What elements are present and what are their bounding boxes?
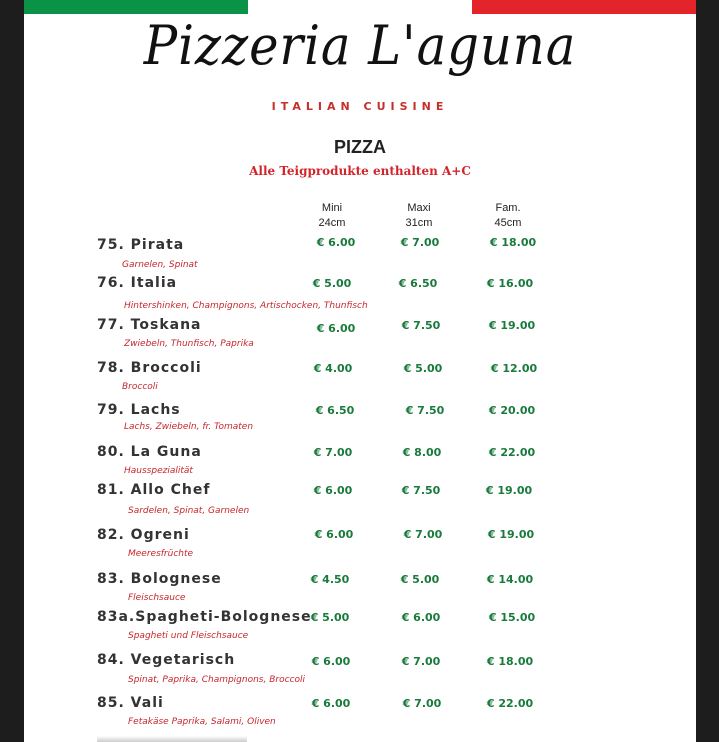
- price-family: € 18.00: [486, 655, 534, 668]
- price-maxi: € 7.00: [403, 528, 443, 541]
- menu-item-description: Spagheti und Fleischsauce: [128, 631, 249, 641]
- size-diameter: 45cm: [494, 217, 522, 229]
- menu-item-description: Lachs, Zwiebeln, fr. Tomaten: [124, 422, 254, 432]
- size-diameter: 24cm: [318, 217, 346, 229]
- price-maxi: € 7.50: [405, 404, 445, 417]
- size-name: Mini: [321, 202, 343, 214]
- size-header-maxi: [374, 201, 464, 231]
- menu-item-description: Broccoli: [122, 382, 158, 392]
- price-mini: € 5.00: [310, 611, 350, 624]
- menu-item-name: 76. Italia: [97, 275, 178, 291]
- restaurant-subtitle: ITALIAN CUISINE: [271, 100, 449, 113]
- menu-item-name: 85. Vali: [97, 695, 164, 711]
- menu-item-description: Garnelen, Spinat: [122, 260, 198, 270]
- price-mini: € 4.50: [310, 573, 350, 586]
- price-maxi: € 6.00: [401, 611, 441, 624]
- menu-item-description: Fetakäse Paprika, Salami, Oliven: [128, 717, 276, 727]
- menu-item-name: 80. La Guna: [97, 444, 202, 460]
- price-maxi: € 5.00: [400, 573, 440, 586]
- price-family: € 16.00: [486, 277, 534, 290]
- price-maxi: € 7.50: [401, 319, 441, 332]
- price-family: € 22.00: [488, 446, 536, 459]
- menu-item-name: 84. Vegetarisch: [97, 652, 236, 668]
- price-family: € 19.00: [488, 319, 536, 332]
- menu-item-name: 81. Allo Chef: [97, 482, 211, 498]
- price-family: € 18.00: [489, 236, 537, 249]
- cut-off-next-item: [97, 736, 247, 742]
- menu-item-description: Spinat, Paprika, Champignons, Broccoli: [128, 675, 306, 685]
- menu-item-description: Zwiebeln, Thunfisch, Paprika: [124, 339, 254, 349]
- menu-item-description: Fleischsauce: [128, 593, 186, 603]
- price-family: € 20.00: [488, 404, 536, 417]
- price-family: € 19.00: [485, 484, 533, 497]
- menu-page: [24, 0, 696, 742]
- price-mini: € 5.00: [312, 277, 352, 290]
- menu-item-name: 83a.Spagheti-Bolognese: [97, 609, 312, 625]
- size-name: Fam.: [495, 202, 521, 214]
- price-mini: € 4.00: [313, 362, 353, 375]
- price-family: € 22.00: [486, 697, 534, 710]
- restaurant-title: Pizzeria L'aguna: [143, 14, 577, 77]
- price-maxi: € 8.00: [402, 446, 442, 459]
- price-maxi: € 5.00: [403, 362, 443, 375]
- price-family: € 14.00: [486, 573, 534, 586]
- menu-item-description: Hausspezialität: [124, 466, 193, 476]
- section-title: PIZZA: [334, 137, 386, 157]
- menu-item-description: Sardelen, Spinat, Garnelen: [128, 506, 250, 516]
- menu-item-name: 78. Broccoli: [97, 360, 202, 376]
- price-mini: € 7.00: [313, 446, 353, 459]
- price-mini: € 6.00: [311, 655, 351, 668]
- price-mini: € 6.00: [313, 484, 353, 497]
- menu-item-description: Hintershinken, Champignons, Artischocken, Thunfisch: [124, 301, 368, 311]
- flag-red-stripe: [472, 0, 696, 14]
- price-mini: € 6.00: [311, 697, 351, 710]
- size-header-mini: [287, 201, 377, 231]
- menu-item-name: 83. Bolognese: [97, 571, 222, 587]
- menu-item-name: 77. Toskana: [97, 317, 202, 333]
- size-header-family: [463, 201, 553, 231]
- price-maxi: € 7.50: [401, 484, 441, 497]
- menu-item-name: 75. Pirata: [97, 237, 185, 253]
- price-family: € 19.00: [487, 528, 535, 541]
- menu-item-name: 79. Lachs: [97, 402, 181, 418]
- price-mini: € 6.00: [314, 528, 354, 541]
- price-family: € 15.00: [488, 611, 536, 624]
- price-maxi: € 7.00: [400, 236, 440, 249]
- flag-green-stripe: [24, 0, 248, 14]
- price-family: € 12.00: [490, 362, 538, 375]
- size-name: Maxi: [407, 202, 431, 214]
- size-diameter: 31cm: [405, 217, 433, 229]
- menu-item-name: 82. Ogreni: [97, 527, 190, 543]
- menu-item-description: Meeresfrüchte: [128, 549, 194, 559]
- price-maxi: € 7.00: [402, 697, 442, 710]
- price-maxi: € 7.00: [401, 655, 441, 668]
- price-mini: € 6.00: [316, 322, 356, 335]
- price-maxi: € 6.50: [398, 277, 438, 290]
- price-mini: € 6.00: [316, 236, 356, 249]
- price-mini: € 6.50: [315, 404, 355, 417]
- allergen-note: Alle Teigprodukte enthalten A+C: [249, 164, 471, 178]
